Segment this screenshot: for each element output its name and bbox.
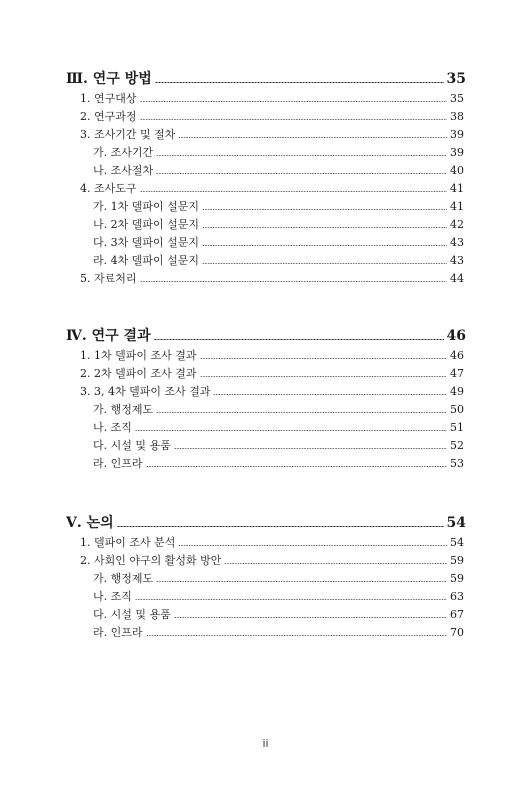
toc-entry-title: 2. 연구과정: [80, 110, 137, 123]
toc-entry-title: 나. 조직: [93, 421, 132, 434]
toc-entry: [93, 162, 464, 178]
toc-entry-title: 4. 조사도구: [80, 182, 137, 195]
toc-entry: [93, 419, 464, 435]
toc-entry-page: 42: [450, 218, 464, 231]
toc-entry-title: 가. 행정제도: [93, 403, 154, 416]
toc-entry-title: 다. 3차 델파이 설문지: [93, 236, 199, 249]
toc-entry: [93, 144, 464, 160]
toc-entry-title: 가. 조사기간: [93, 146, 154, 159]
dot-leader: [224, 563, 447, 564]
toc-entry-title: 2. 사회인 야구의 활성화 방안: [80, 554, 222, 567]
dot-leader: [155, 82, 444, 83]
toc-entry: [93, 588, 464, 604]
dot-leader: [154, 339, 444, 340]
dot-leader: [202, 263, 447, 264]
toc-entry-page: 39: [450, 128, 464, 141]
dot-leader: [200, 358, 448, 359]
toc-entry-page: 49: [450, 385, 464, 398]
dot-leader: [135, 599, 447, 600]
toc-entry-title: 1. 연구대상: [80, 92, 137, 105]
toc-entry: [93, 216, 464, 232]
dot-leader: [178, 545, 447, 546]
toc-entry-page: 35: [450, 92, 464, 105]
toc-entry-page: 70: [450, 626, 464, 639]
toc-entry-title: Ⅲ. 연구 방법: [66, 71, 152, 87]
toc-entry-page: 50: [450, 403, 464, 416]
dot-leader: [156, 173, 447, 174]
toc-entry: [93, 437, 464, 453]
toc-entry-page: 44: [450, 272, 464, 285]
toc-entry-page: 59: [450, 554, 464, 567]
toc-entry-page: 41: [450, 182, 464, 195]
toc-entry-title: 나. 조직: [93, 590, 132, 603]
toc-entry-title: 나. 2차 델파이 설문지: [93, 218, 199, 231]
toc-entry-title: 가. 행정제도: [93, 572, 154, 585]
dot-leader: [174, 448, 447, 449]
toc-entry-page: 54: [446, 515, 466, 531]
toc-entry-title: 3. 조사기간 및 절차: [80, 128, 176, 141]
dot-leader: [200, 376, 448, 377]
toc-entry: [80, 108, 464, 124]
toc-entry: [80, 552, 464, 568]
toc-entry-page: 53: [450, 457, 464, 470]
toc-entry-page: 40: [450, 164, 464, 177]
toc-section-heading: [66, 325, 466, 345]
toc-entry: [93, 234, 464, 250]
toc-entry-title: Ⅳ. 연구 결과: [66, 328, 151, 344]
toc-entry: [80, 383, 464, 399]
dot-leader: [178, 137, 447, 138]
toc-entry-title: 라. 4차 델파이 설문지: [93, 254, 199, 267]
toc-entry-page: 54: [450, 536, 464, 549]
toc-entry-title: 가. 1차 델파이 설문지: [93, 200, 199, 213]
toc-entry: [80, 180, 464, 196]
toc-entry: [80, 365, 464, 381]
toc-entry: [80, 347, 464, 363]
dot-leader: [117, 526, 444, 527]
toc-entry: [93, 198, 464, 214]
toc-entry-page: 39: [450, 146, 464, 159]
dot-leader: [140, 191, 448, 192]
dot-leader: [174, 617, 447, 618]
toc-entry-title: Ⅴ. 논의: [66, 515, 114, 531]
dot-leader: [156, 581, 447, 582]
toc-entry: [93, 252, 464, 268]
toc-entry-page: 67: [450, 608, 464, 621]
toc-entry-title: 나. 조사절차: [93, 164, 154, 177]
toc-entry: [80, 270, 464, 286]
dot-leader: [135, 430, 447, 431]
toc-entry-page: 47: [450, 367, 464, 380]
toc-entry-page: 41: [450, 200, 464, 213]
toc-entry: [93, 401, 464, 417]
toc-section-heading: [66, 68, 466, 88]
toc-entry-page: 35: [446, 71, 466, 87]
toc-entry-title: 2. 2차 델파이 조사 결과: [80, 367, 197, 380]
toc-entry: [93, 455, 464, 471]
toc-entry-title: 라. 인프라: [93, 626, 143, 639]
dot-leader: [140, 119, 448, 120]
dot-leader: [146, 635, 448, 636]
toc-entry: [80, 126, 464, 142]
toc-entry-page: 46: [450, 349, 464, 362]
dot-leader: [140, 101, 448, 102]
toc-entry: [80, 534, 464, 550]
dot-leader: [146, 466, 448, 467]
toc-entry-page: 63: [450, 590, 464, 603]
toc-entry-page: 46: [446, 328, 466, 344]
toc-entry: [93, 624, 464, 640]
toc-entry-title: 다. 시설 및 용품: [93, 608, 171, 621]
toc-entry-title: 5. 자료처리: [80, 272, 137, 285]
dot-leader: [202, 227, 447, 228]
toc-entry-title: 1. 1차 델파이 조사 결과: [80, 349, 197, 362]
toc-section-heading: [66, 512, 466, 532]
toc-entry-page: 59: [450, 572, 464, 585]
dot-leader: [140, 281, 448, 282]
toc-entry-title: 3. 3, 4차 델파이 조사 결과: [80, 385, 211, 398]
toc-entry-title: 라. 인프라: [93, 457, 143, 470]
toc-entry-title: 다. 시설 및 용품: [93, 439, 171, 452]
toc-entry-page: 43: [450, 254, 464, 267]
toc-entry-title: 1. 델파이 조사 분석: [80, 536, 176, 549]
toc-entry-page: 43: [450, 236, 464, 249]
toc-entry: [93, 606, 464, 622]
dot-leader: [202, 245, 447, 246]
toc-entry-page: 38: [450, 110, 464, 123]
dot-leader: [156, 412, 447, 413]
dot-leader: [202, 209, 447, 210]
toc-entry: [93, 570, 464, 586]
dot-leader: [156, 155, 447, 156]
toc-entry-page: 51: [450, 421, 464, 434]
dot-leader: [213, 394, 447, 395]
toc-entry: [80, 90, 464, 106]
page-number: ii: [262, 737, 269, 750]
toc-entry-page: 52: [450, 439, 464, 452]
